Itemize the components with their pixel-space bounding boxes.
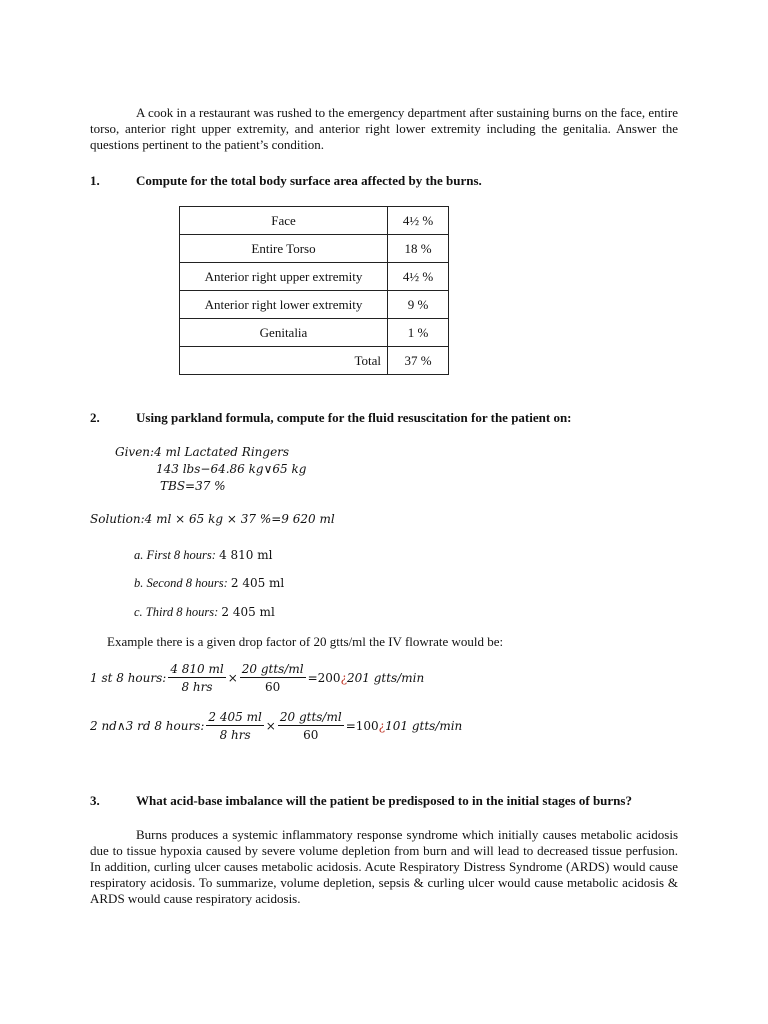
eq2-fraction-1 (206, 710, 263, 742)
table-total-row (180, 347, 449, 375)
table-row (180, 319, 449, 347)
eq2-times: × (265, 719, 276, 733)
second-8-hours-label: b. Second 8 hours: (134, 576, 228, 590)
percent-cell: 4½ % (388, 207, 449, 235)
first-8-hours-label: a. First 8 hours: (134, 548, 216, 562)
given-value-1: 4 ml Lactated Ringers (154, 445, 290, 459)
eq1-result-a: =200 (307, 671, 341, 685)
eq2-glyph: ¿ (378, 719, 386, 733)
eq1-label: 1 st 8 hours: (90, 671, 167, 685)
second-8-hours-value: 2 405 ml (230, 576, 285, 590)
flowrate-equation-1 (90, 662, 424, 694)
intro-text: A cook in a restaurant was rushed to the emergency department after sustaining burns on the face, entire torso, anterior right upper extremity, and anterior right lower extremity including the genitalia. Answer the questions pertinent to the patient’s condition. (90, 105, 678, 152)
percent-cell: 4½ % (388, 263, 449, 291)
eq2-numerator-1: 2 405 ml (208, 710, 262, 724)
question-3-text: What acid-base imbalance will the patient be predisposed to in the initial stages of burns? (136, 793, 632, 808)
percent-cell: 9 % (388, 291, 449, 319)
body-part-cell: Genitalia (180, 319, 388, 347)
given-label: Given: (115, 445, 155, 459)
eq1-result-b: 201 gtts/min (347, 671, 425, 685)
body-part-cell: Anterior right upper extremity (180, 263, 388, 291)
eq2-label: 2 nd∧3 rd 8 hours: (90, 719, 205, 733)
eq2-result-a: =100 (345, 719, 379, 733)
burn-area-table (179, 206, 449, 375)
third-8-hours (134, 605, 275, 620)
eq1-glyph: ¿ (340, 671, 347, 685)
body-part-cell: Face (180, 207, 388, 235)
eq2-numerator-2: 20 gtts/ml (279, 710, 342, 724)
total-label-cell: Total (180, 347, 388, 375)
answer-3-paragraph (90, 827, 678, 907)
eq1-times: × (227, 671, 238, 685)
question-1-text: Compute for the total body surface area affected by the burns. (136, 173, 482, 188)
eq2-result-b: 101 gtts/min (385, 719, 463, 733)
body-part-cell: Entire Torso (180, 235, 388, 263)
question-1-number: 1. (90, 173, 100, 188)
given-line (115, 445, 289, 459)
question-2-text: Using parkland formula, compute for the fluid resuscitation for the patient on: (136, 410, 572, 425)
eq1-numerator-2: 20 gtts/ml (241, 662, 304, 676)
third-8-hours-value: 2 405 ml (221, 605, 275, 619)
eq2-fraction-2 (278, 710, 344, 742)
first-8-hours-value: 4 810 ml (219, 548, 273, 562)
eq2-denominator-2: 60 (303, 728, 319, 742)
table-row (180, 235, 449, 263)
eq2-denominator-1: 8 hrs (219, 728, 251, 742)
eq1-denominator-2: 60 (265, 680, 281, 694)
given-tbs: TBS=37 % (160, 479, 226, 493)
eq1-numerator-1: 4 810 ml (170, 662, 224, 676)
eq1-fraction-2 (240, 662, 306, 694)
solution-value: 4 ml × 65 kg × 37 %=9 620 ml (144, 512, 335, 526)
answer-3-text: Burns produces a systemic inflammatory response syndrome which initially causes metabolic acidosis due to tissue hypoxia caused by severe volume depletion from burn and will lead to decreased tissue perfusion. In addition, curling ulcer causes metabolic acidosis. Acute Respiratory Distress Syndrome (ARDS) would cause respiratory acidosis. To summarize, volume depletion, sepsis & curling ulcer would cause metabolic acidosis & ARDS would cause respiratory acidosis. (90, 827, 678, 906)
table-row (180, 263, 449, 291)
percent-cell: 18 % (388, 235, 449, 263)
flowrate-equation-2 (90, 710, 462, 742)
example-text: Example there is a given drop factor of 20 gtts/ml the IV flowrate would be: (107, 634, 504, 649)
solution-line (90, 512, 335, 526)
percent-cell: 1 % (388, 319, 449, 347)
first-8-hours (134, 548, 272, 563)
question-3-number: 3. (90, 793, 100, 808)
solution-label: Solution: (90, 512, 145, 526)
total-percent-cell: 37 % (388, 347, 449, 375)
intro-paragraph (90, 105, 678, 153)
body-part-cell: Anterior right lower extremity (180, 291, 388, 319)
eq1-denominator-1: 8 hrs (181, 680, 213, 694)
question-2-number: 2. (90, 410, 100, 425)
eq1-fraction-1 (168, 662, 225, 694)
table-row (180, 291, 449, 319)
table-row (180, 207, 449, 235)
given-weight: 143 lbs−64.86 kg∨65 kg (156, 462, 307, 476)
second-8-hours (134, 576, 284, 591)
third-8-hours-label: c. Third 8 hours: (134, 605, 219, 619)
